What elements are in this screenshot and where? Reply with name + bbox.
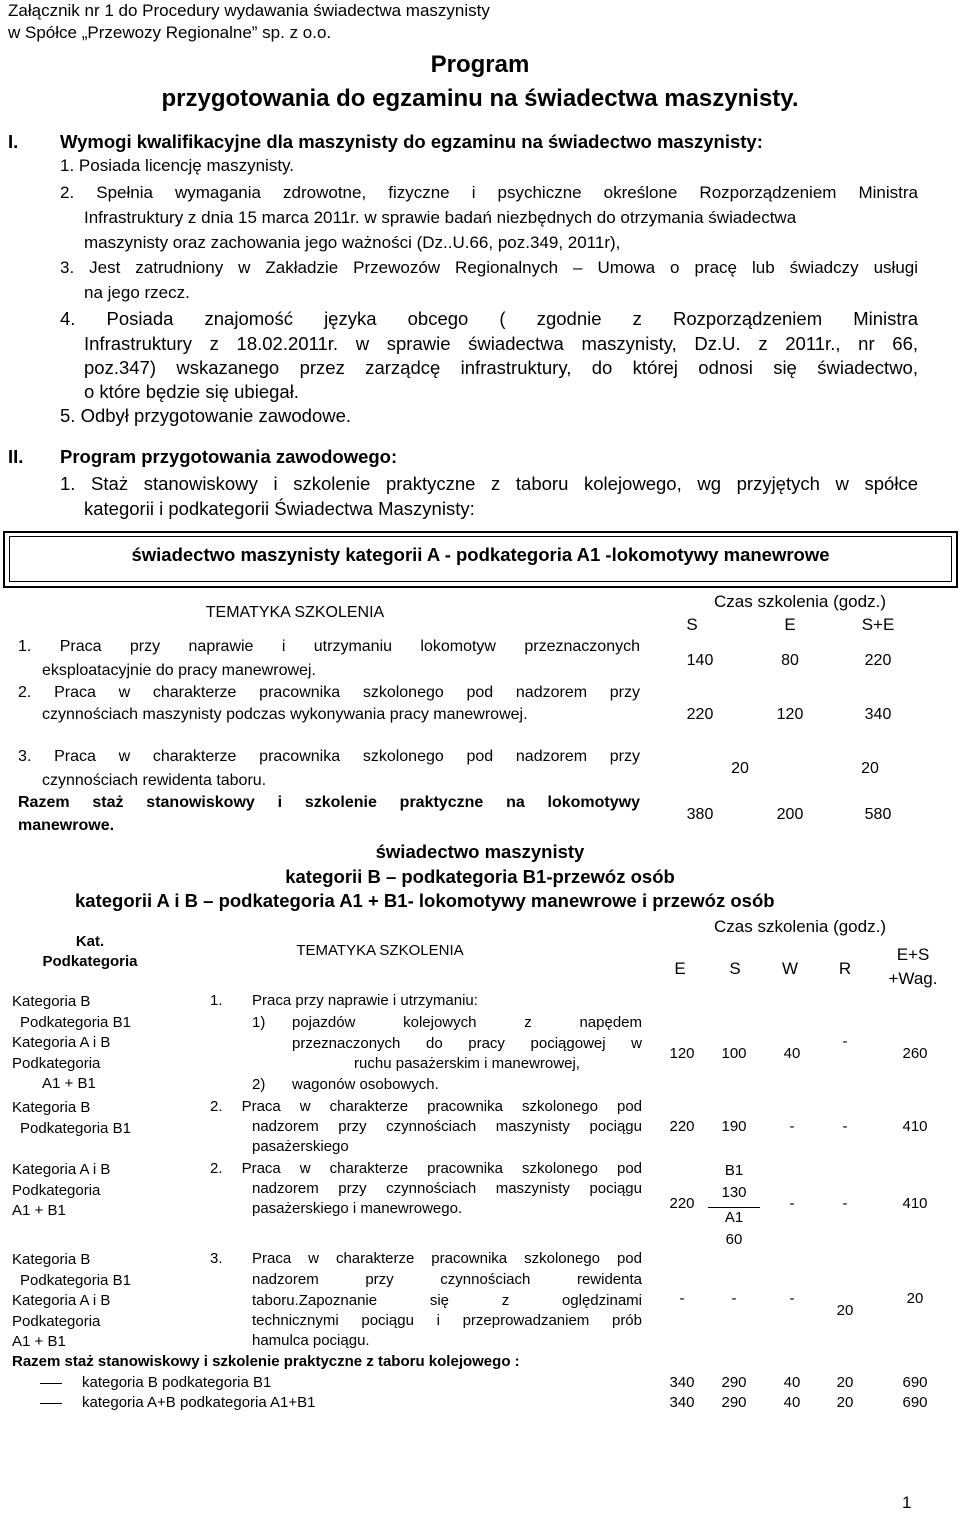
table-b-r1-b: wagonów osobowych. (292, 1076, 439, 1093)
table-b-r4-total: 20 (906, 1290, 924, 1307)
table-b-r4-r: 20 (836, 1302, 854, 1319)
program-item-1-line-1: 1. Staż stanowiskowy i szkolenie praktyczne z taboru kolejowego, wg przyjętych w spółce (60, 473, 918, 494)
program-title: Program (430, 51, 530, 78)
table-b-r2-e: 220 (669, 1118, 695, 1135)
table-b-r4-w: - (789, 1290, 795, 1307)
table-b-r2-line-3: pasażerskiego (252, 1138, 349, 1155)
table-b-r1-a-line-3: ruchu pasażerskim i manewrowej, (354, 1055, 580, 1072)
table-b-sum-2-s: 290 (721, 1394, 747, 1411)
req-item-4-line-4: o które będzie się ubiegał. (84, 381, 299, 402)
req-item-3-line-1: 3. Jest zatrudniony w Zakładzie Przewozów Regionalnych – Umowa o pracę lub świadczy usługi (60, 258, 918, 277)
table-b-col-time: Czas szkolenia (godz.) (714, 917, 886, 936)
table-a-r3-se: 20 (861, 760, 879, 777)
table-b-r3-s-divider (708, 1207, 760, 1208)
table-b-r2-kat: Kategoria B Podkategoria B1 (12, 1099, 131, 1137)
table-b-r3-kat: Kategoria A i B Podkategoria A1 + B1 (12, 1161, 111, 1219)
table-a-sub-s: S (686, 615, 698, 634)
table-b-r3-total: 410 (902, 1195, 928, 1212)
table-a-row-1-line-2: eksploatacyjnie do pracy manewrowej. (42, 662, 316, 679)
table-a-sum-e: 200 (776, 806, 804, 823)
attachment-line-1: Załącznik nr 1 do Procedury wydawania świadectwa maszynisty (8, 1, 490, 20)
table-a-sub-se: S+E (861, 615, 895, 634)
table-b-r4-e: - (679, 1290, 685, 1307)
table-b-r4-line-4: technicznymi pociągu i przeprowadzaniem prób (252, 1312, 642, 1329)
table-b-r1-a-line-1: pojazdów kolejowych z napędem (292, 1014, 642, 1031)
table-a-r1-e: 80 (781, 652, 799, 669)
table-a-row-2-line-2: czynnościach maszynisty podczas wykonywania pracy manewrowej. (42, 706, 528, 723)
table-b-r2-total: 410 (902, 1118, 928, 1135)
req-item-4-line-2: Infrastruktury z 18.02.2011r. w sprawie świadectwa maszynisty, Dz.U. z 2011r., nr 66, (84, 333, 918, 354)
req-item-2-line-3: maszynisty oraz zachowania jego ważności (Dz..U.66, poz.349, 2011r), (84, 233, 621, 252)
table-b-r1-b-num: 2) (252, 1076, 266, 1093)
table-b-r4-line-2: nadzorem przy czynnościach rewidenta (252, 1271, 642, 1288)
table-b-sum-1-total: 690 (902, 1374, 928, 1391)
table-a-row-3-line-1: 3. Praca w charakterze pracownika szkolonego pod nadzorem przy (18, 748, 640, 765)
table-b-r2-line-2: nadzorem przy czynnościach maszynisty pociągu (252, 1118, 642, 1135)
table-a-r2-se: 340 (864, 706, 892, 723)
table-b-sum-1-e: 340 (669, 1374, 695, 1391)
bullet-dash-icon (40, 1383, 62, 1384)
table-a-col-time: Czas szkolenia (godz.) (714, 592, 886, 611)
section-2-heading: Program przygotowania zawodowego: (60, 446, 398, 467)
table-b-r2-s: 190 (721, 1118, 747, 1135)
table-b-sub-e: E (674, 959, 686, 978)
table-b-sum-2-label: kategoria A+B podkategoria A1+B1 (82, 1394, 316, 1411)
table-b-title-1: świadectwo maszynisty (375, 841, 585, 862)
program-item-1-line-2: kategorii i podkategorii Świadectwa Maszynisty: (84, 498, 475, 519)
table-a-r2-s: 220 (686, 706, 714, 723)
table-b-r2-line-1: 2. Praca w charakterze pracownika szkolonego pod (210, 1098, 642, 1115)
table-b-r3-s: B1 130 A1 60 (721, 1162, 747, 1248)
table-a-title: świadectwo maszynisty kategorii A - podkategoria A1 -lokomotywy manewrowe (131, 544, 830, 565)
table-a-sum-s: 380 (686, 806, 714, 823)
table-b-sum-2-w: 40 (783, 1394, 801, 1411)
table-a-col-topic: TEMATYKA SZKOLENIA (205, 604, 385, 621)
bullet-dash-icon (40, 1403, 62, 1404)
table-b-r3-r: - (842, 1195, 848, 1212)
table-b-r4-kat: Kategoria B Podkategoria B1 Kategoria A i B Podkategoria A1 + B1 (12, 1251, 131, 1350)
table-b-r1-num: 1. (210, 992, 223, 1009)
table-b-r3-line-3: pasażerskiego i manewrowego. (252, 1200, 463, 1217)
table-b-col-kat: Kat. (75, 933, 105, 950)
table-b-sum-2-e: 340 (669, 1394, 695, 1411)
table-b-sub-total-2: +Wag. (888, 969, 938, 988)
table-a-sum-line-1: Razem staż stanowiskowy i szkolenie praktyczne na lokomotywy (18, 794, 640, 811)
page-number: 1 (902, 1493, 912, 1512)
table-b-sum-2-total: 690 (902, 1394, 928, 1411)
table-a-row-2-line-1: 2. Praca w charakterze pracownika szkolonego pod nadzorem przy (18, 684, 640, 701)
table-b-r1-total: 260 (902, 1045, 928, 1062)
table-b-r3-w: - (789, 1195, 795, 1212)
section-2-numeral: II. (8, 446, 24, 467)
table-b-r1-a-line-2: przeznaczonych do pracy pociągowej w (292, 1035, 642, 1052)
req-item-2-line-1: 2. Spełnia wymagania zdrowotne, fizyczne i psychiczne określone Rozporządzeniem Ministra (60, 183, 918, 202)
table-b-sub-total-1: E+S (896, 945, 930, 964)
program-subtitle: przygotowania do egzaminu na świadectwa maszynisty. (161, 85, 799, 112)
section-1-heading: Wymogi kwalifikacyjne dla maszynisty do egzaminu na świadectwo maszynisty: (60, 131, 763, 152)
table-a-r3-e: 20 (731, 760, 749, 777)
table-b-r1-r: - (842, 1033, 848, 1050)
table-b-r1-e: 120 (669, 1045, 695, 1062)
table-b-r4-line-1: Praca w charakterze pracownika szkolonego pod (252, 1250, 642, 1267)
table-a-r1-s: 140 (686, 652, 714, 669)
table-a-sum-line-2: manewrowe. (18, 817, 115, 834)
req-item-3-line-2: na jego rzecz. (84, 283, 190, 302)
table-b-col-topic: TEMATYKA SZKOLENIA (296, 942, 464, 959)
req-item-1: 1. Posiada licencję maszynisty. (60, 156, 295, 175)
table-b-r1-w: 40 (783, 1045, 801, 1062)
table-b-r1-s: 100 (721, 1045, 747, 1062)
req-item-4-line-1: 4. Posiada znajomość języka obcego ( zgodnie z Rozporządzeniem Ministra (60, 308, 918, 329)
table-a-sum-se: 580 (864, 806, 892, 823)
table-b-r2-w: - (789, 1118, 795, 1135)
table-b-title-2: kategorii B – podkategoria B1-przewóz osób (285, 866, 675, 887)
table-b-r1-a-num: 1) (252, 1014, 266, 1031)
table-a-row-1-line-1: 1. Praca przy naprawie i utrzymaniu lokomotyw przeznaczonych (18, 638, 640, 655)
table-b-r3-e: 220 (669, 1195, 695, 1212)
table-b-col-podkat: Podkategoria (42, 953, 138, 970)
table-b-r3-line-2: nadzorem przy czynnościach maszynisty pociągu (252, 1180, 642, 1197)
table-b-sum-head: Razem staż stanowiskowy i szkolenie praktyczne z taboru kolejowego : (12, 1353, 520, 1370)
table-a-row-3-line-2: czynnościach rewidenta taboru. (42, 772, 267, 789)
section-1-numeral: I. (8, 131, 19, 152)
table-b-sub-s: S (729, 959, 741, 978)
req-item-5: 5. Odbył przygotowanie zawodowe. (60, 405, 352, 426)
table-b-r1-kat: Kategoria B Podkategoria B1 Kategoria A i B Podkategoria A1 + B1 (12, 993, 131, 1092)
table-b-sum-2-r: 20 (836, 1394, 854, 1411)
table-b-sum-1-label: kategoria B podkategoria B1 (82, 1374, 272, 1391)
table-b-sub-w: W (781, 959, 799, 978)
table-b-r3-line-1: 2. Praca w charakterze pracownika szkolonego pod (210, 1160, 642, 1177)
table-b-sum-1-s: 290 (721, 1374, 747, 1391)
table-b-sum-1-r: 20 (836, 1374, 854, 1391)
table-a-sub-e: E (784, 615, 796, 634)
table-b-r1-head: Praca przy naprawie i utrzymaniu: (252, 992, 478, 1009)
table-b-r2-r: - (842, 1118, 848, 1135)
req-item-2-line-2: Infrastruktury z dnia 15 marca 2011r. w sprawie badań niezbędnych do otrzymania świadectwa (84, 208, 797, 227)
attachment-line-2: w Spółce „Przewozy Regionalne” sp. z o.o. (8, 23, 332, 42)
table-b-r4-s: - (731, 1290, 737, 1307)
table-b-title-3: kategorii A i B – podkategoria A1 + B1- lokomotywy manewrowe i przewóz osób (75, 890, 775, 911)
table-b-r4-line-5: hamulca pociągu. (252, 1332, 370, 1349)
table-b-r4-line-3: taboru.Zapoznanie się z oględzinami (252, 1292, 642, 1309)
table-b-sub-r: R (838, 959, 852, 978)
table-b-sum-1-w: 40 (783, 1374, 801, 1391)
table-a-r2-e: 120 (776, 706, 804, 723)
table-b-r4-num: 3. (210, 1250, 223, 1267)
table-a-r1-se: 220 (864, 652, 892, 669)
req-item-4-line-3: poz.347) wskazanego przez zarządcę infrastruktury, do której odnosi się świadectwo, (84, 357, 918, 378)
